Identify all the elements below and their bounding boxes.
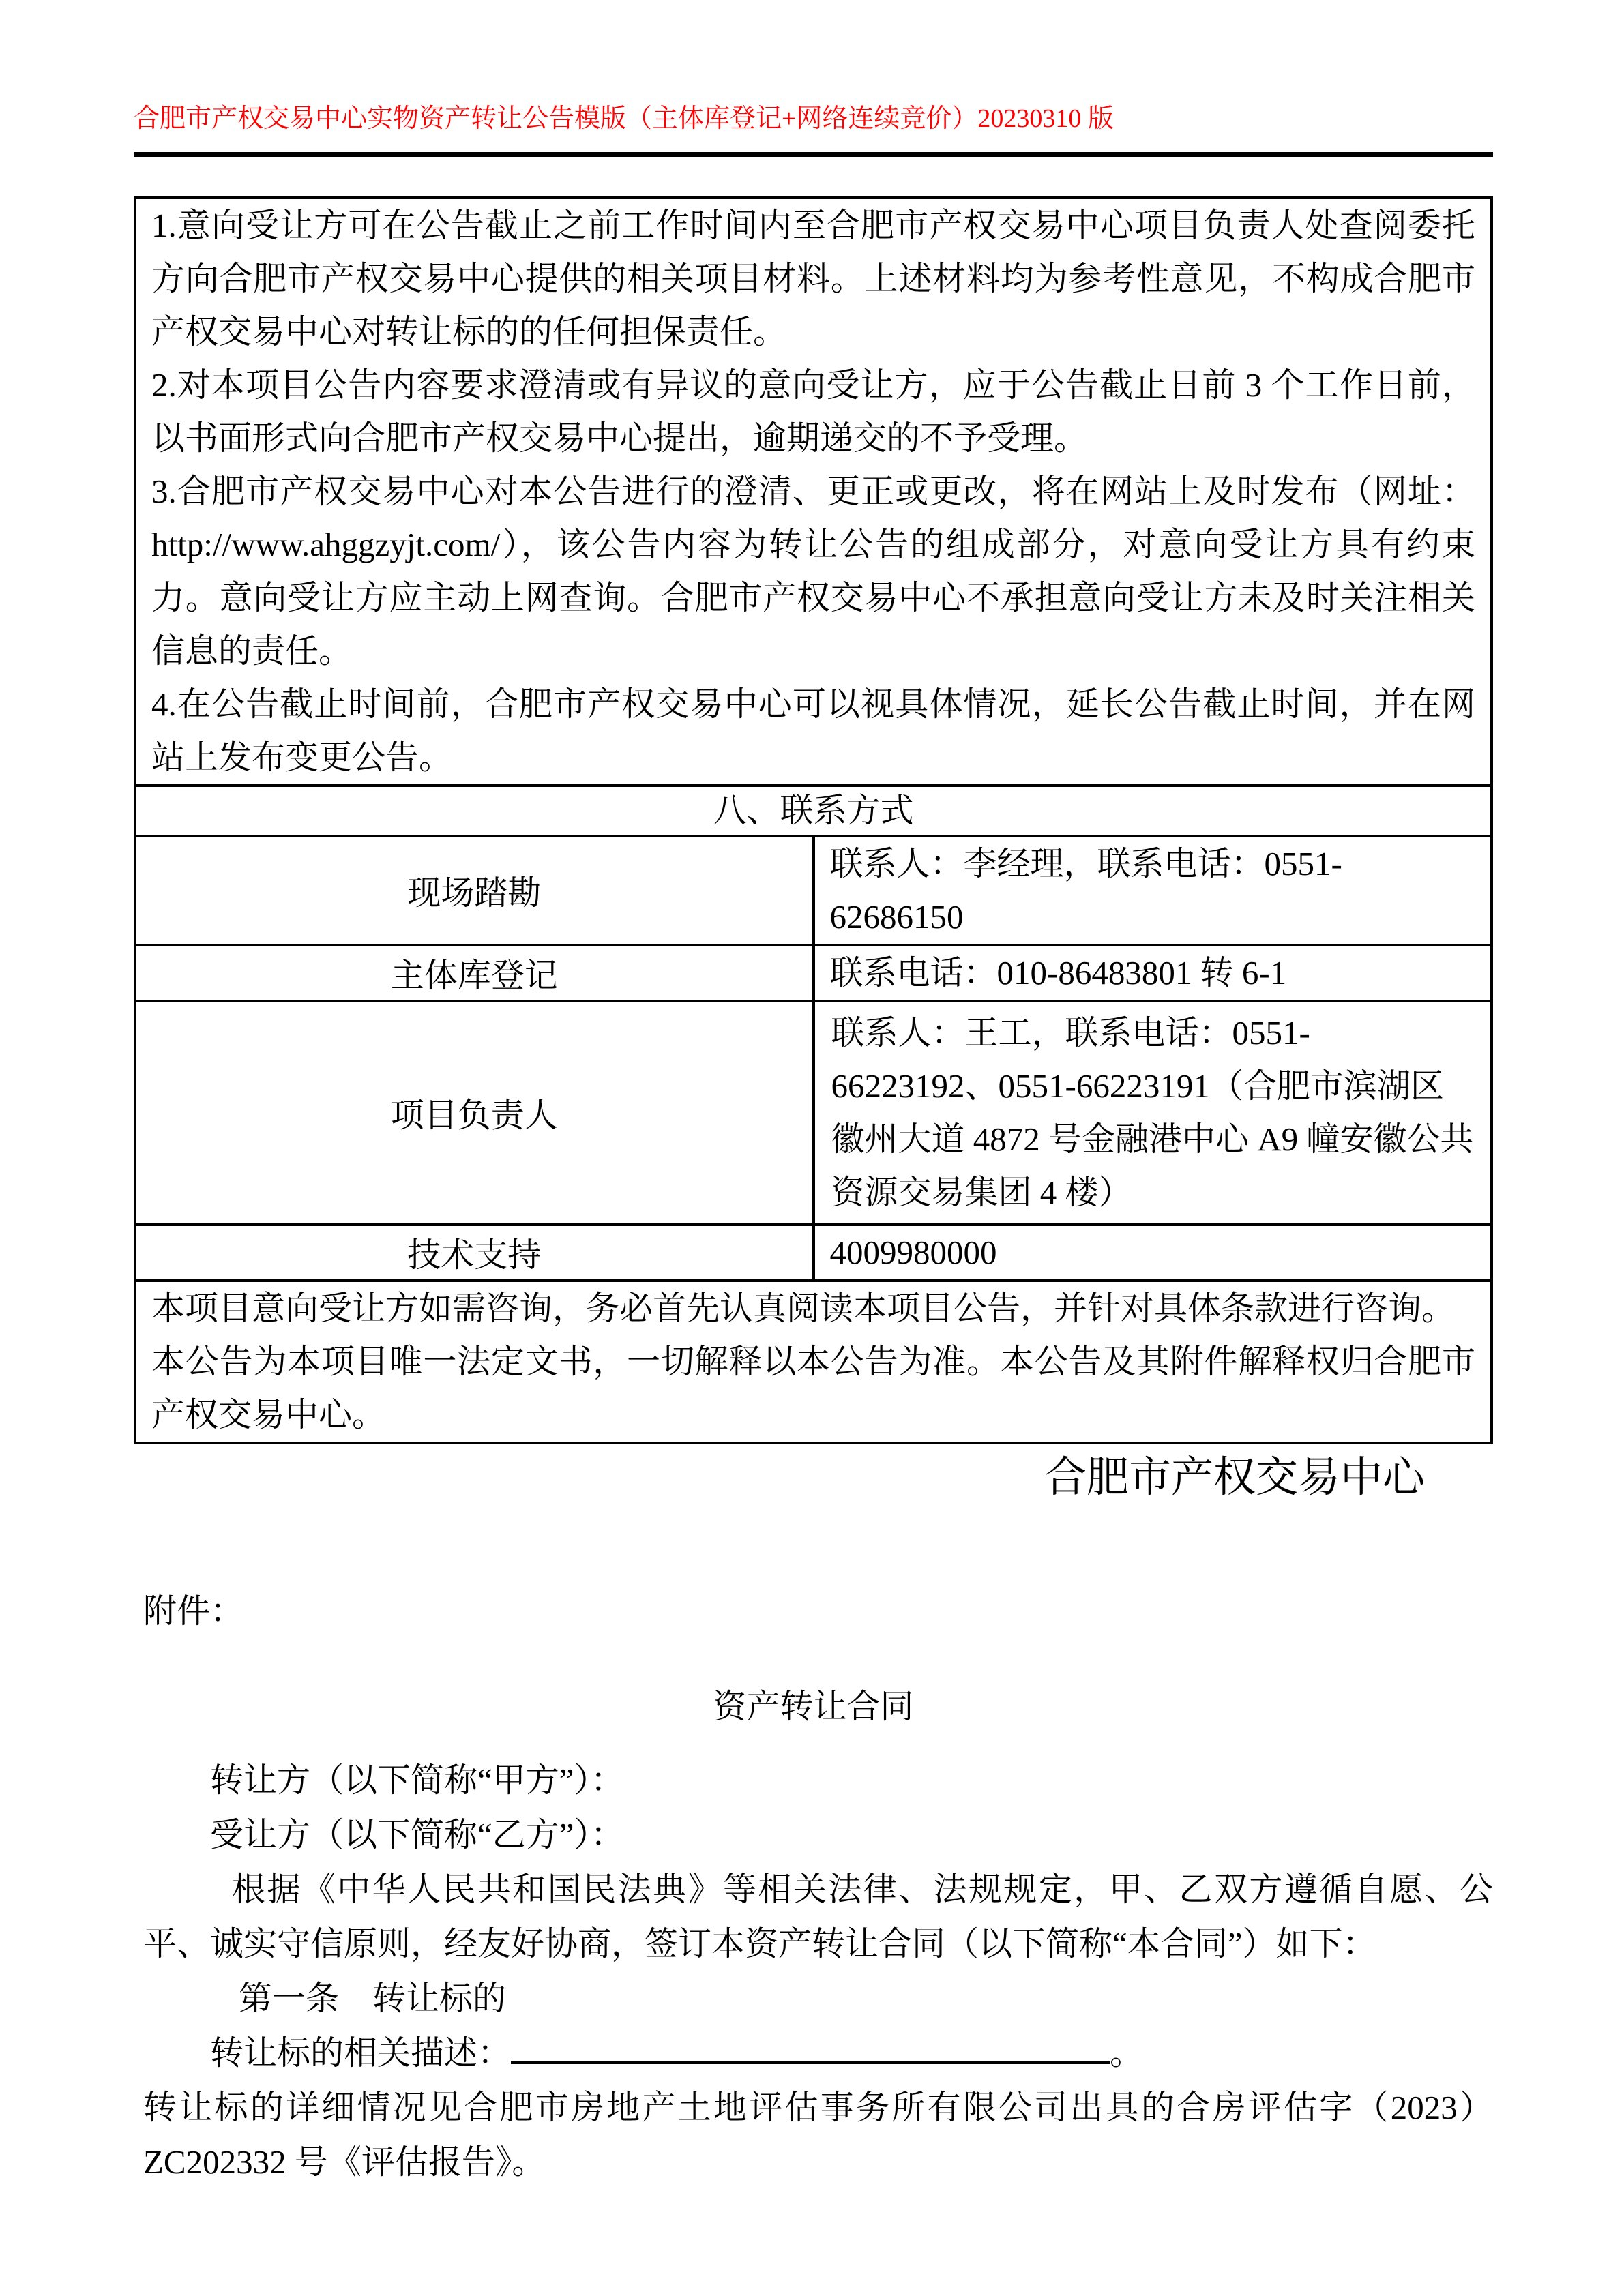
table-row-registry <box>135 945 1492 1001</box>
notice-item-4: 4.在公告截止时间前，合肥市产权交易中心可以视具体情况，延长公告截止时间，并在网站上发布变更公告。 <box>151 685 1475 777</box>
contract-preamble: 根据《中华人民共和国民法典》等相关法律、法规规定，甲、乙双方遵循自愿、公平、诚实守信原则，经友好协商，签订本资产转让合同（以下简称“本合同”）如下： <box>143 1870 1493 1963</box>
notice-item-1: 1.意向受让方可在公告截止之前工作时间内至合肥市产权交易中心项目负责人处查阅委托方向合肥市产权交易中心提供的相关项目材料。上述材料均为参考性意见，不构成合肥市产权交易中心对转让标的的任何担保责任。 <box>151 207 1475 351</box>
description-label: 转让标的相关描述： <box>210 2033 512 2072</box>
notices-row <box>135 198 1492 786</box>
footer-note-1: 本项目意向受让方如需咨询，务必首先认真阅读本项目公告，并针对具体条款进行咨询。 <box>151 1289 1456 1328</box>
blank-underline <box>511 2061 1110 2064</box>
notice-table <box>134 196 1493 1444</box>
notices-cell <box>135 198 1492 786</box>
notice-item-3: 3.合肥市产权交易中心对本公告进行的澄清、更正或更改，将在网站上及时发布（网址：http://www.ahggzyjt.com/），该公告内容为转让公告的组成部分，对意向受让方具有约束力。意向受让方应主动上网查询。合肥市产权交易中心不承担意向受让方未及时关注相关信息的责任。 <box>151 473 1475 670</box>
table-row-project-manager <box>135 1001 1492 1225</box>
detail-paragraph: 转让标的详细情况见合肥市房地产土地评估事务所有限公司出具的合房评估字（2023）ZC202332 号《评估报告》。 <box>143 2088 1493 2181</box>
table-row-tech-support <box>135 1225 1492 1281</box>
row-value-site-survey: 联系人：李经理，联系电话：0551-62686150 <box>814 836 1492 945</box>
row-label-project-manager: 项目负责人 <box>135 1001 814 1225</box>
issuer-signature: 合肥市产权交易中心 <box>1044 1455 1425 1502</box>
footer-notes-row <box>135 1281 1492 1443</box>
table-row-site-survey <box>135 836 1492 945</box>
footer-note-2: 本公告为本项目唯一法定文书，一切解释以本公告为准。本公告及其附件解释权归合肥市产权交易中心。 <box>151 1343 1475 1434</box>
contract-title: 资产转让合同 <box>713 1687 914 1725</box>
contact-title-row <box>135 786 1492 836</box>
footer-notes-cell <box>135 1281 1492 1443</box>
notice-item-2: 2.对本项目公告内容要求澄清或有异议的意向受让方，应于公告截止日前 3 个工作日前，以书面形式向合肥市产权交易中心提出，逾期递交的不予受理。 <box>151 366 1475 458</box>
contact-section-title: 八、联系方式 <box>135 786 1492 836</box>
row-label-registry: 主体库登记 <box>135 945 814 1001</box>
row-value-registry: 联系电话：010-86483801 转 6-1 <box>814 945 1492 1001</box>
contract-body <box>134 1753 1493 2190</box>
row-label-tech-support: 技术支持 <box>135 1225 814 1281</box>
row-value-tech-support: 4009980000 <box>814 1225 1492 1281</box>
party-a-line: 转让方（以下简称“甲方”）： <box>210 1761 624 1799</box>
row-label-site-survey: 现场踏勘 <box>135 836 814 945</box>
party-b-line: 受让方（以下简称“乙方”）： <box>210 1815 624 1853</box>
row-value-project-manager: 联系人：王工，联系电话：0551-66223192、0551-66223191（合肥市滨湖区徽州大道 4872 号金融港中心 A9 幢安徽公共资源交易集团 4 楼） <box>814 1001 1492 1225</box>
description-suffix: 。 <box>1110 2033 1144 2072</box>
article1-heading: 第一条 转让标的 <box>239 1979 507 2017</box>
attachment-label: 附件： <box>143 1592 244 1630</box>
template-title: 合肥市产权交易中心实物资产转让公告模版（主体库登记+网络连续竞价）20230310 版 <box>134 102 1493 157</box>
description-line <box>134 2026 1493 2081</box>
